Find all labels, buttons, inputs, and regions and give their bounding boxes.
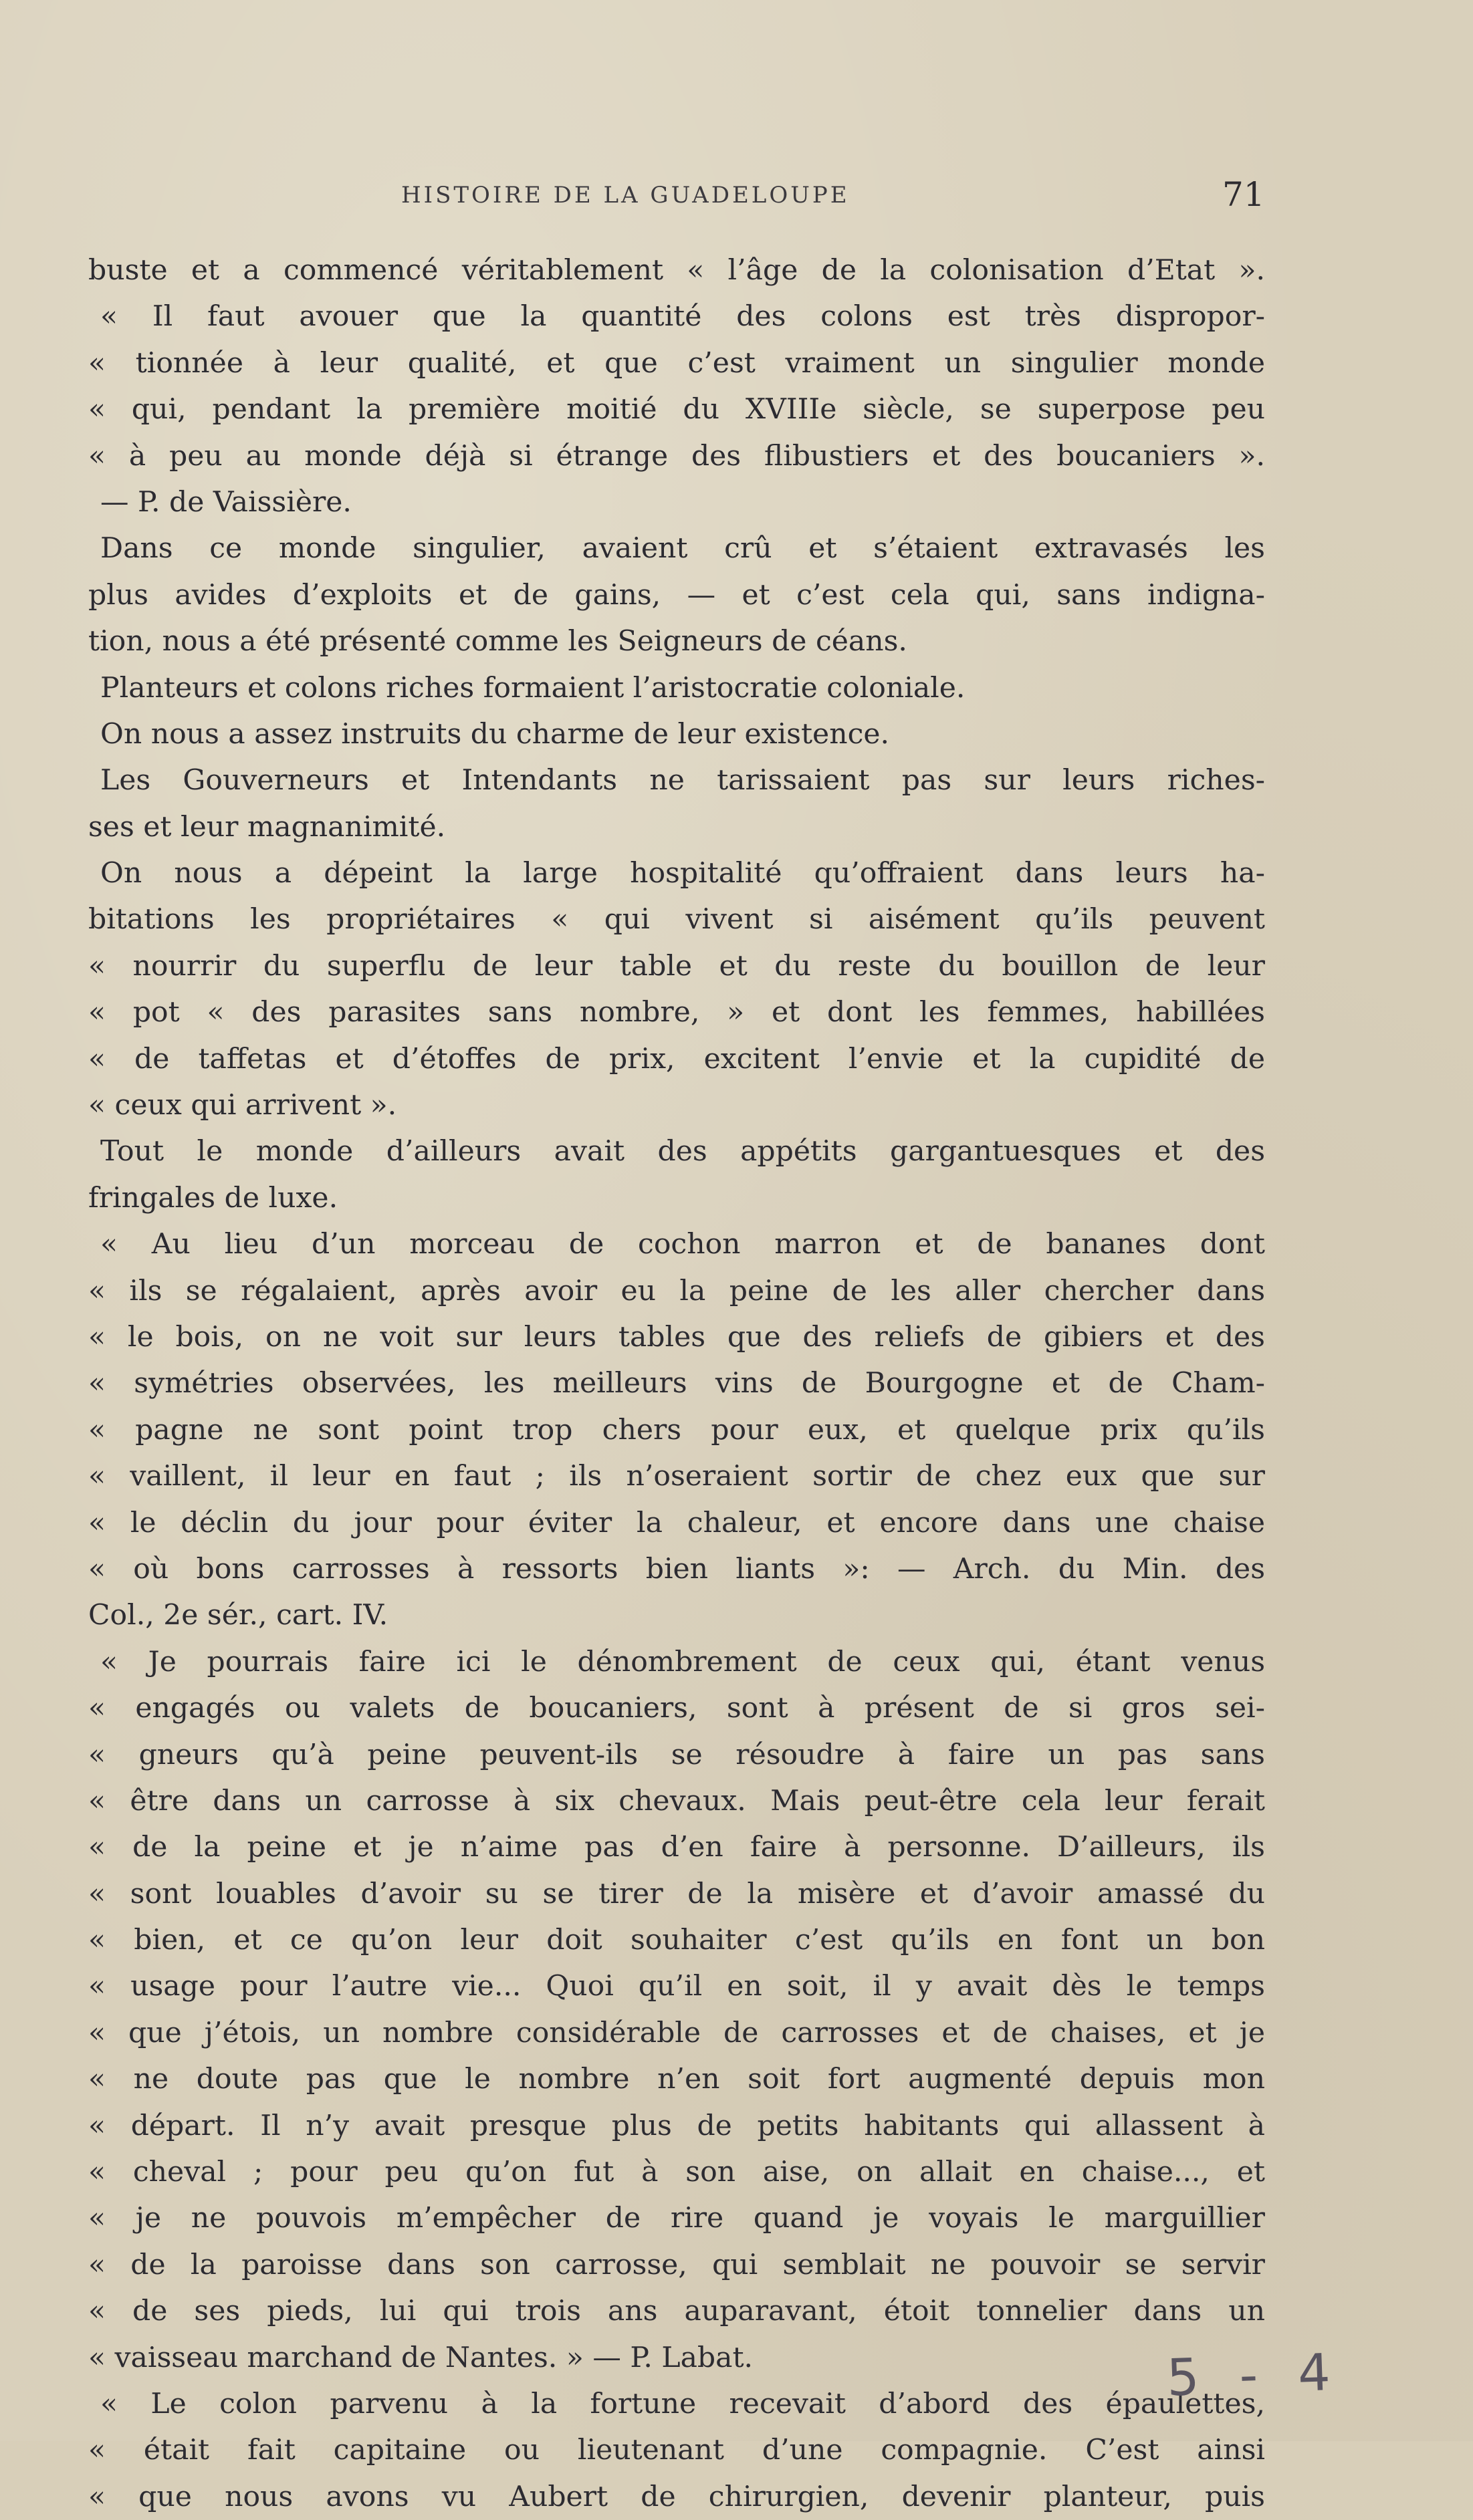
text-line: fringales de luxe. xyxy=(88,1181,338,1215)
text-line: « Je pourrais faire ici le dénombrement de ceux qui, étant venus xyxy=(100,1645,1265,1678)
text-line: « je ne pouvois m’empêcher de rire quand je voyais le marguillier xyxy=(88,2202,1265,2235)
text-line: « le déclin du jour pour éviter la chaleur, et encore dans une chaise xyxy=(88,1506,1265,1539)
text-line: « ne doute pas que le nombre n’en soit fort augmenté depuis mon xyxy=(88,2063,1265,2096)
body-text xyxy=(88,247,1265,2520)
text-line: « départ. Il n’y avait presque plus de petits habitants qui allassent à xyxy=(88,2109,1265,2142)
text-line: « Il faut avouer que la quantité des colons est très dispropor- xyxy=(100,300,1265,334)
text-line: « engagés ou valets de boucaniers, sont à présent de si gros sei- xyxy=(88,1692,1265,1725)
text-line: bitations les propriétaires « qui vivent si aisément qu’ils peuvent xyxy=(88,903,1265,936)
text-line: Tout le monde d’ailleurs avait des appétits gargantuesques et des xyxy=(100,1135,1265,1168)
running-title: HISTOIRE DE LA GUADELOUPE xyxy=(401,182,850,209)
text-line: « Le colon parvenu à la fortune recevait d’abord des épaulettes, xyxy=(100,2387,1265,2420)
text-line: « qui, pendant la première moitié du XVIIIe siècle, se superpose peu xyxy=(88,393,1265,426)
text-line: « à peu au monde déjà si étrange des flibustiers et des boucaniers ». xyxy=(88,439,1265,473)
handwritten-page-note: 5 - 4 xyxy=(1165,2342,1343,2408)
text-line: Planteurs et colons riches formaient l’aristocratie coloniale. xyxy=(100,671,966,705)
text-line: « sont louables d’avoir su se tirer de la misère et d’avoir amassé du xyxy=(88,1877,1265,1910)
text-line: — P. de Vaissière. xyxy=(100,485,352,519)
text-line: « était fait capitaine ou lieutenant d’une compagnie. C’est ainsi xyxy=(88,2434,1265,2467)
text-line: « vaillent, il leur en faut ; ils n’oseraient sortir de chez eux que sur xyxy=(88,1460,1265,1493)
text-line: « vaisseau marchand de Nantes. » — P. Labat. xyxy=(88,2341,754,2374)
text-line: « pagne ne sont point trop chers pour eux, et quelque prix qu’ils xyxy=(88,1413,1265,1446)
text-line: On nous a assez instruits du charme de leur existence. xyxy=(100,717,890,751)
text-line: Les Gouverneurs et Intendants ne tarissaient pas sur leurs riches- xyxy=(100,764,1265,797)
text-line: « ceux qui arrivent ». xyxy=(88,1089,397,1122)
text-line: « de taffetas et d’étoffes de prix, excitent l’envie et la cupidité de xyxy=(88,1042,1265,1076)
text-line: « de la peine et je n’aime pas d’en faire à personne. D’ailleurs, ils xyxy=(88,1831,1265,1864)
text-line: « nourrir du superflu de leur table et du reste du bouillon de leur xyxy=(88,949,1265,983)
text-line: « ils se régalaient, après avoir eu la peine de les aller chercher dans xyxy=(88,1274,1265,1307)
text-line: buste et a commencé véritablement « l’âge de la colonisation d’Etat ». xyxy=(88,254,1265,287)
text-line: Dans ce monde singulier, avaient crû et s’étaient extravasés les xyxy=(100,532,1265,565)
text-line: On nous a dépeint la large hospitalité qu’offraient dans leurs ha- xyxy=(100,857,1265,890)
text-line: « de la paroisse dans son carrosse, qui semblait ne pouvoir se servir xyxy=(88,2248,1265,2281)
text-line: plus avides d’exploits et de gains, — et c’est cela qui, sans indigna- xyxy=(88,578,1265,612)
text-line: « tionnée à leur qualité, et que c’est vraiment un singulier monde xyxy=(88,346,1265,380)
text-line: « que nous avons vu Aubert de chirurgien, devenir planteur, puis xyxy=(88,2480,1265,2513)
text-line: « pot « des parasites sans nombre, » et dont les femmes, habillées xyxy=(88,996,1265,1029)
text-line: tion, nous a été présenté comme les Seigneurs de céans. xyxy=(88,625,907,658)
text-line: Col., 2e sér., cart. IV. xyxy=(88,1599,388,1632)
text-line: « Au lieu d’un morceau de cochon marron et de bananes dont xyxy=(100,1228,1265,1261)
text-line: « être dans un carrosse à six chevaux. Mais peut-être cela leur ferait xyxy=(88,1784,1265,1817)
text-line: « bien, et ce qu’on leur doit souhaiter c’est qu’ils en font un bon xyxy=(88,1924,1265,1957)
text-line: « que j’étois, un nombre considérable de carrosses et de chaises, et je xyxy=(88,2016,1265,2049)
text-line: « le bois, on ne voit sur leurs tables que des reliefs de gibiers et des xyxy=(88,1320,1265,1354)
text-line: « où bons carrosses à ressorts bien liants »: — Arch. du Min. des xyxy=(88,1552,1265,1586)
running-head xyxy=(0,175,1473,219)
text-line: « de ses pieds, lui qui trois ans auparavant, étoit tonnelier dans un xyxy=(88,2295,1265,2328)
text-line: « usage pour l’autre vie... Quoi qu’il en soit, il y avait dès le temps xyxy=(88,1970,1265,2003)
page-number: 71 xyxy=(1222,175,1265,214)
text-line: « symétries observées, les meilleurs vins de Bourgogne et de Cham- xyxy=(88,1367,1265,1400)
text-line: ses et leur magnanimité. xyxy=(88,810,446,844)
text-line: « gneurs qu’à peine peuvent-ils se résoudre à faire un pas sans xyxy=(88,1738,1265,1771)
text-line: « cheval ; pour peu qu’on fut à son aise, on allait en chaise..., et xyxy=(88,2156,1265,2189)
